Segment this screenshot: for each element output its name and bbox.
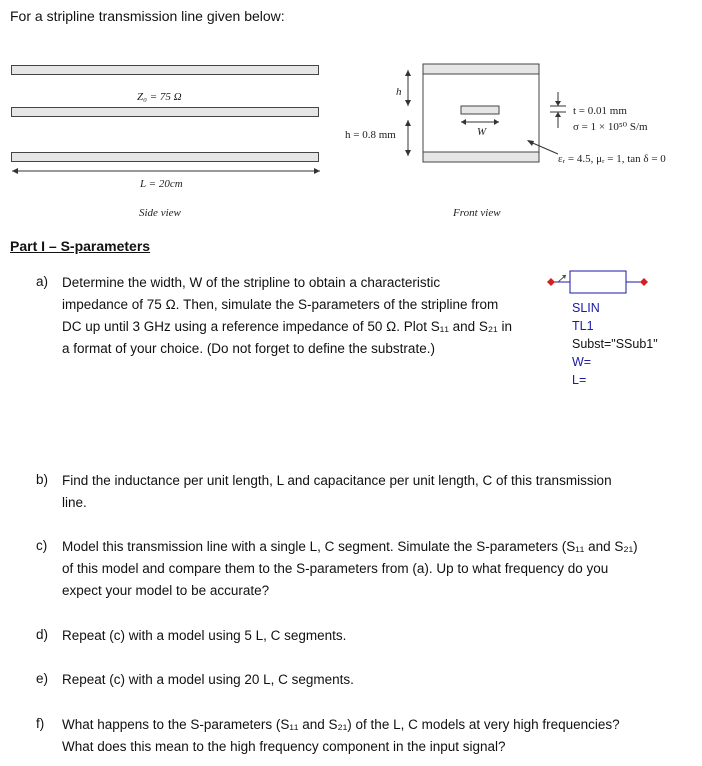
question-c-label: c) [36, 538, 48, 553]
h-value-label: h = 0.8 mm [345, 129, 396, 141]
bottom-ground-plane [11, 152, 319, 162]
question-a-text [62, 272, 542, 360]
intro-text: For a stripline transmission line given below: [10, 8, 285, 24]
question-b-text [62, 470, 662, 514]
question-c-line: of this model and compare them to the S-parameters from (a). Up to what frequency do you [62, 561, 609, 576]
question-f-label: f) [36, 716, 45, 731]
center-strip-side [11, 107, 319, 117]
front-view-caption: Front view [453, 207, 501, 219]
question-c-line: expect your model to be accurate? [62, 583, 270, 598]
question-d-text [62, 625, 662, 647]
material-properties: εᵣ = 4.5, μᵣ = 1, tan δ = 0 [558, 153, 666, 165]
slin-instance-name: TL1 [572, 319, 594, 333]
question-f-line: What does this mean to the high frequency component in the input signal? [62, 739, 506, 754]
h-symbol: h [396, 86, 402, 98]
question-f-text [62, 714, 662, 758]
question-f-line: What happens to the S-parameters (S₁₁ and S₂₁) of the L, C models at very high frequencies? [62, 717, 620, 732]
question-b-label: b) [36, 472, 49, 487]
material-pointer-arrow [524, 138, 560, 156]
question-e-line: Repeat (c) with a model using 20 L, C segments. [62, 672, 354, 687]
question-a-label: a) [36, 274, 49, 289]
part-title: Part I – S-parameters [10, 238, 151, 254]
w-symbol: W [477, 126, 487, 138]
question-b-line: Find the inductance per unit length, L and capacitance per unit length, C of this transmission [62, 473, 612, 488]
length-label: L = 20cm [140, 178, 183, 190]
top-ground-plane [11, 65, 319, 75]
conductivity-label: σ = 1 × 10⁵⁰ S/m [573, 121, 648, 133]
z0-label: Z₀ = 75 Ω [137, 91, 182, 103]
thickness-arrows [546, 90, 570, 132]
question-c-line: Model this transmission line with a single L, C segment. Simulate the S-parameters (S₁₁ and S₂₁) [62, 539, 638, 554]
slin-length-param[interactable]: L= [572, 373, 587, 387]
question-a-line: DC up until 3 GHz using a reference impedance of 50 Ω. Plot S₁₁ and S₂₁ in [62, 319, 512, 334]
slin-symbol [544, 266, 652, 298]
question-a-line: Determine the width, W of the stripline to obtain a characteristic [62, 275, 441, 290]
question-d-label: d) [36, 627, 49, 642]
question-d-line: Repeat (c) with a model using 5 L, C segments. [62, 628, 347, 643]
slin-subst-param[interactable]: Subst="SSub1" [572, 337, 658, 351]
slin-component-name: SLIN [572, 301, 600, 315]
h-dimension-arrows [402, 68, 414, 158]
question-a-line: a format of your choice. (Do not forget to define the substrate.) [62, 341, 435, 356]
question-e-text [62, 669, 662, 691]
question-a-line: impedance of 75 Ω. Then, simulate the S-parameters of the stripline from [62, 297, 499, 312]
thickness-label: t = 0.01 mm [573, 105, 627, 117]
slin-width-param[interactable]: W= [572, 355, 592, 369]
question-b-line: line. [62, 495, 87, 510]
side-view-caption: Side view [139, 207, 181, 219]
question-c-text [62, 536, 662, 602]
question-e-label: e) [36, 671, 49, 686]
length-dimension-arrow [8, 164, 324, 178]
